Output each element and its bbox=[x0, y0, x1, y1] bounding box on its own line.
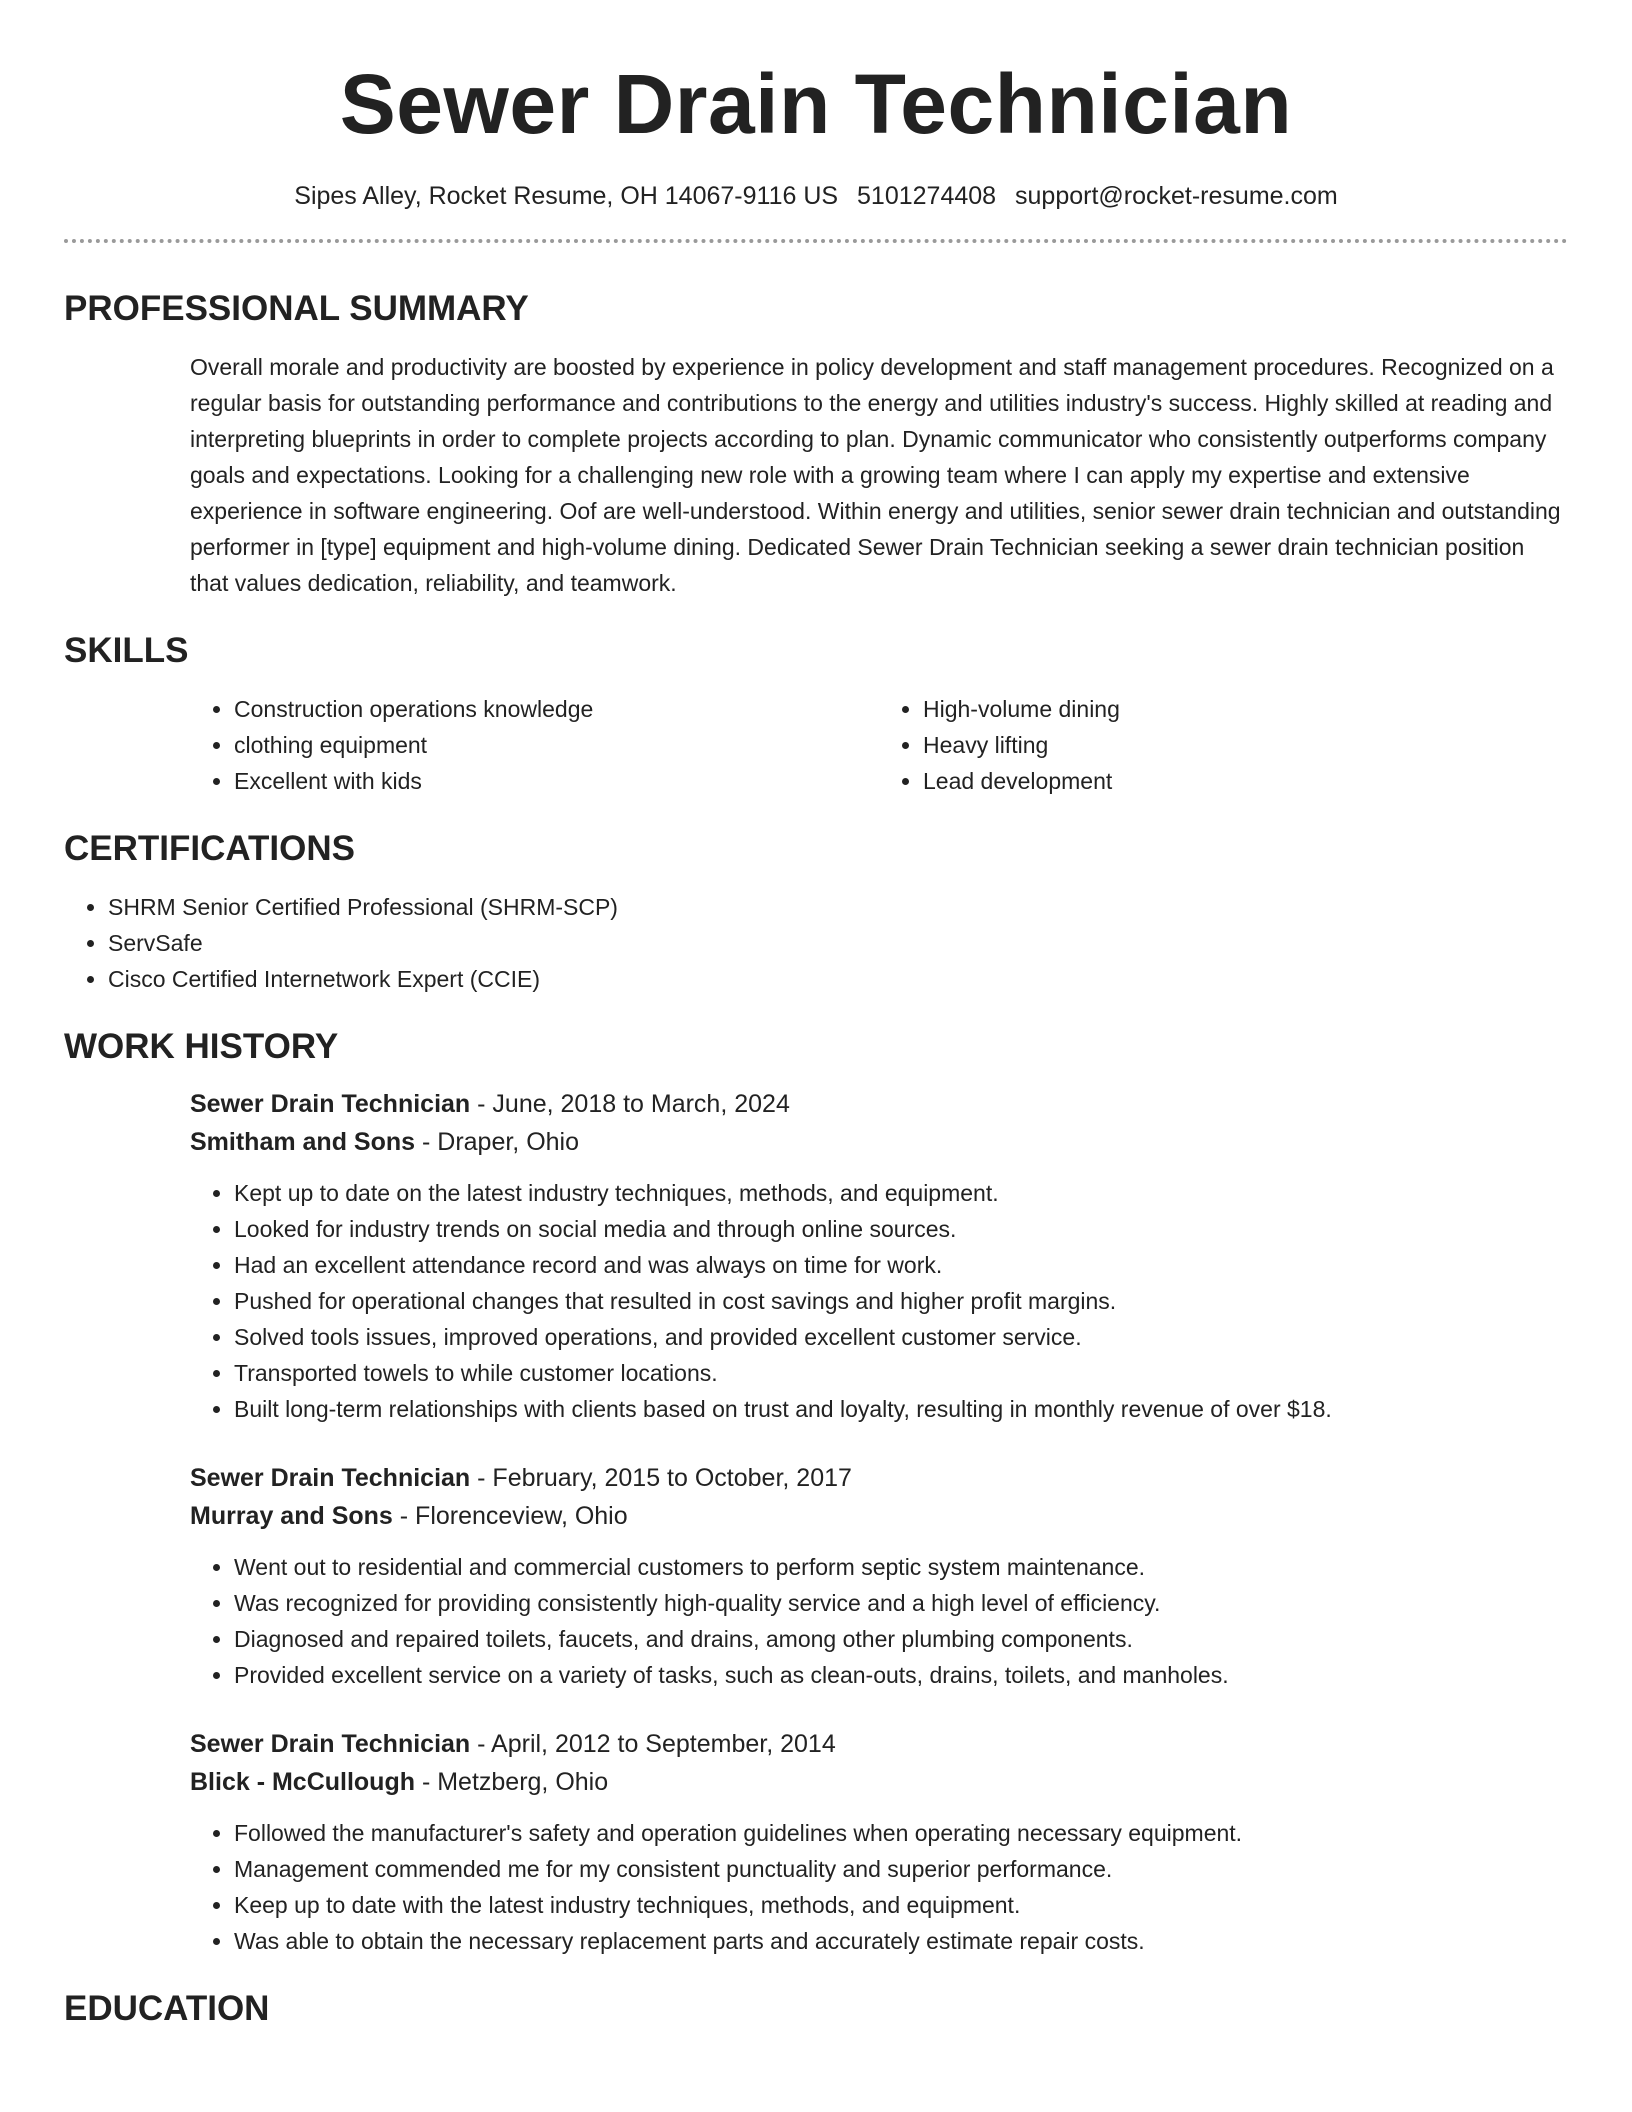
skill-item: • High-volume dining bbox=[923, 691, 1568, 727]
certification-item: • ServSafe bbox=[108, 925, 1568, 961]
job-duty: • Provided excellent service on a variety of tasks, such as clean-outs, drains, toilets, and manholes. bbox=[234, 1657, 1568, 1693]
job-duty: • Built long-term relationships with clients based on trust and loyalty, resulting in monthly revenue of over $18. bbox=[234, 1391, 1568, 1427]
job-duty: • Solved tools issues, improved operations, and provided excellent customer service. bbox=[234, 1319, 1568, 1355]
certification-item: • SHRM Senior Certified Professional (SHRM-SCP) bbox=[108, 889, 1568, 925]
skills-list-right bbox=[879, 691, 1568, 799]
skill-item: • clothing equipment bbox=[234, 727, 879, 763]
skill-item: • Excellent with kids bbox=[234, 763, 879, 799]
job-company-line bbox=[190, 1497, 1568, 1535]
job-company: Smitham and Sons bbox=[190, 1128, 416, 1156]
job-role: Sewer Drain Technician bbox=[190, 1090, 471, 1118]
certifications-heading: CERTIFICATIONS bbox=[64, 829, 356, 868]
certification-item: • Cisco Certified Internetwork Expert (CCIE) bbox=[108, 961, 1568, 997]
job-company-line bbox=[190, 1123, 1568, 1161]
job-duty: • Was able to obtain the necessary replacement parts and accurately estimate repair costs. bbox=[234, 1923, 1568, 1959]
job-duties bbox=[190, 1549, 1568, 1693]
certifications-section bbox=[64, 829, 1568, 997]
job-entry bbox=[190, 1725, 1568, 1959]
job-duty: • Had an excellent attendance record and was always on time for work. bbox=[234, 1247, 1568, 1283]
job-duty: • Followed the manufacturer's safety and operation guidelines when operating necessary equipment. bbox=[234, 1815, 1568, 1851]
summary-text: Overall morale and productivity are boosted by experience in policy development and staff management procedures. Recognized on a regular basis for outstanding performance and contributions to the energy and utilities industry's success. Highly skilled at reading and interpreting blueprints in order to complete projects according to plan. Dynamic communicator who consistently outperforms company goals and expectations. Looking for a challenging new role with a growing team where I can apply my expertise and extensive experience in software engineering. Oof are well-understood. Within energy and utilities, senior sewer drain technician and outstanding performer in [type] equipment and high-volume dining. Dedicated Sewer Drain Technician seeking a sewer drain technician position that values dedication, reliability, and teamwork. bbox=[190, 354, 1561, 596]
work-history-section bbox=[64, 1027, 1568, 1959]
skills-heading: SKILLS bbox=[64, 631, 189, 670]
job-entry bbox=[190, 1085, 1568, 1427]
contact-phone: 5101274408 bbox=[857, 182, 997, 210]
job-duty: • Keep up to date with the latest industry techniques, methods, and equipment. bbox=[234, 1887, 1568, 1923]
job-duty: • Kept up to date on the latest industry techniques, methods, and equipment. bbox=[234, 1175, 1568, 1211]
header-divider bbox=[64, 239, 1568, 243]
skill-item: • Lead development bbox=[923, 763, 1568, 799]
job-location: - Draper, Ohio bbox=[415, 1128, 579, 1156]
job-title-line bbox=[190, 1085, 1568, 1123]
job-duty: • Diagnosed and repaired toilets, faucets, and drains, among other plumbing components. bbox=[234, 1621, 1568, 1657]
job-company: Blick - McCullough bbox=[190, 1768, 415, 1796]
skills-grid bbox=[190, 691, 1568, 799]
job-duty: • Went out to residential and commercial customers to perform septic system maintenance. bbox=[234, 1549, 1568, 1585]
contact-email: support@rocket-resume.com bbox=[1015, 182, 1338, 210]
job-company: Murray and Sons bbox=[190, 1502, 393, 1530]
job-company-line bbox=[190, 1763, 1568, 1801]
summary-heading: PROFESSIONAL SUMMARY bbox=[64, 289, 529, 328]
job-duty: • Transported towels to while customer locations. bbox=[234, 1355, 1568, 1391]
certifications-list bbox=[64, 889, 1568, 997]
job-duty: • Pushed for operational changes that resulted in cost savings and higher profit margins. bbox=[234, 1283, 1568, 1319]
job-title-line bbox=[190, 1459, 1568, 1497]
skill-item: • Heavy lifting bbox=[923, 727, 1568, 763]
work-history-heading: WORK HISTORY bbox=[64, 1027, 339, 1066]
summary-section bbox=[64, 289, 1568, 601]
job-duties bbox=[190, 1175, 1568, 1427]
education-heading: EDUCATION bbox=[64, 1989, 270, 2028]
resume-page bbox=[64, 0, 1568, 2029]
education-section bbox=[64, 1989, 1568, 2029]
job-duty: • Was recognized for providing consistently high-quality service and a high level of efficiency. bbox=[234, 1585, 1568, 1621]
job-entry bbox=[190, 1459, 1568, 1693]
candidate-name: Sewer Drain Technician bbox=[339, 57, 1293, 151]
contact-address: Sipes Alley, Rocket Resume, OH 14067-9116 US bbox=[294, 182, 839, 210]
job-dates: - June, 2018 to March, 2024 bbox=[470, 1090, 790, 1118]
contact-line bbox=[64, 182, 1568, 211]
job-duty: • Management commended me for my consistent punctuality and superior performance. bbox=[234, 1851, 1568, 1887]
job-title-line bbox=[190, 1725, 1568, 1763]
job-role: Sewer Drain Technician bbox=[190, 1730, 471, 1758]
job-role: Sewer Drain Technician bbox=[190, 1464, 471, 1492]
skills-list-left bbox=[190, 691, 879, 799]
job-location: - Metzberg, Ohio bbox=[415, 1768, 609, 1796]
job-duty: • Looked for industry trends on social media and through online sources. bbox=[234, 1211, 1568, 1247]
skill-item: • Construction operations knowledge bbox=[234, 691, 879, 727]
job-dates: - April, 2012 to September, 2014 bbox=[470, 1730, 836, 1758]
job-location: - Florenceview, Ohio bbox=[392, 1502, 628, 1530]
skills-section bbox=[64, 631, 1568, 799]
job-duties bbox=[190, 1815, 1568, 1959]
job-dates: - February, 2015 to October, 2017 bbox=[470, 1464, 852, 1492]
